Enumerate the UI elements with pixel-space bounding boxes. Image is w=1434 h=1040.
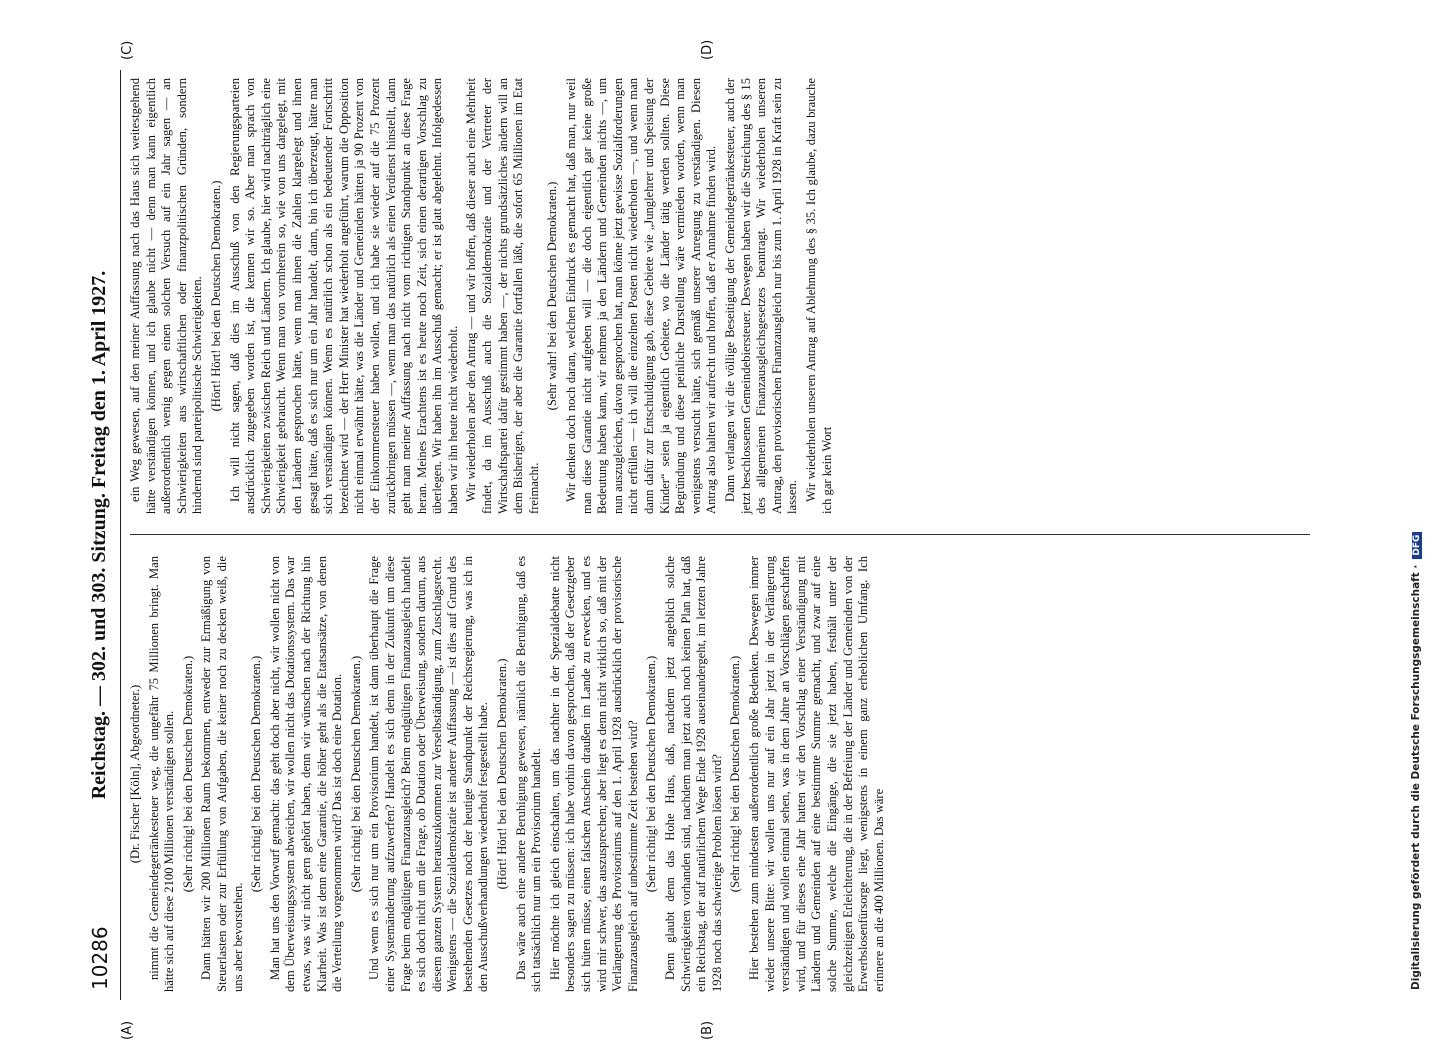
interjection: (Sehr richtig! bei den Deutschen Demokraten.): [180, 655, 195, 893]
dfg-logo: DFG: [1412, 532, 1422, 559]
paragraph: nimmt die Gemeindegetränkesteuer weg, die ungefähr 75 Millionen bringt. Man hätte sich auf diese 2100 Millionen verständigen sollen.: [146, 556, 177, 992]
paragraph: ein Weg gewesen, auf den meiner Auffassung nach das Haus sich weitestgehend hätte verständigen können, und ich glaube nicht — denn man kann eigentlich außerordentlich wenig gegen einen solchen Versuch auf ein Jahr sagen — an Schwierigkeiten aus wirtschaftlichen oder finanzpolitischen Gründen, sondern hindernd sind parteipolitische Schwierigkeiten.: [128, 78, 205, 514]
page-number: 10286: [88, 926, 112, 990]
margin-marker-a: (A): [120, 1020, 135, 1040]
page-header: [80, 70, 121, 1000]
digitization-credit: [1410, 30, 1432, 990]
credit-text: Digitalisierung gefördert durch die Deutsche Forschungsgemeinschaft ·: [1410, 564, 1422, 990]
paragraph: Hier möchte ich gleich einschalten, um das nachher in der Spezialdebatte nicht besonders sagen zu müssen: ich habe vorhin davon gesprochen, daß der Gesetzgeber sich hüten müsse, einen falschen Anschein draußen im Lande zu erwecken, und es wird mir schwer, das auszusprechen; aber liegt es denn nicht wirklich so, daß mit der Verlängerung des Provisoriums auf den 1. April 1928 ausdrücklich der provisorische Finanzausgleich auf unbestimmte Zeit bestehen wird?: [547, 556, 640, 992]
interjection: (Sehr richtig! bei den Deutschen Demokraten.): [728, 655, 743, 893]
column-divider: [130, 534, 1310, 535]
paragraph: Wir denken doch noch daran, welchen Eindruck es gemacht hat, daß man, nur weil man diese Garantie nicht aufgeben will — die doch eigentlich gar keine große Bedeutung haben kann, wir nehmen ja den Ländern und Gemeinden nichts —, um nun auszugleichen, davon gesprochen hat, man könne jetzt gewisse Sozialforderungen nicht erfüllen — ich will die einzelnen Posten nicht wiederholen —, und wenn man dann dafür zur Entschuldigung gab, diese Gebiete wie „Junglehrer und Speisung der Kinder“ seien ja eigentlich Gebiete, wo die Länder tätig werden sollten. Diese Begründung und diese peinliche Darstellung wäre vermieden worden, wenn man wenigstens versucht hätte, sich gemäß unserer Anregung zu verständigen. Diesen Antrag also halten wir aufrecht und hoffen, daß er Annahme finden wird.: [564, 78, 719, 514]
interjection: (Hört! Hört! bei den Deutschen Demokraten.): [208, 180, 223, 412]
paragraph: Dann verlangen wir die völlige Beseitigung der Gemeindegetränkesteuer, auch der jetzt beschlossenen Gemeindebiersteuer. Deswegen haben wir die Streichung des § 15 des allgemeinen Finanzausgleichsgesetzes beantragt. Wir wiederholen unseren Antrag, den provisorischen Finanzausgleich nur bis zum 1. April 1928 in Kraft sein zu lassen.: [722, 78, 800, 514]
paragraph: Dann hätten wir 200 Millionen Raum bekommen, entweder zur Ermäßigung von Steuerlasten oder zur Erfüllung von Aufgaben, die keiner noch zu decken weiß, die uns aber bevorstehen.: [199, 556, 245, 992]
paragraph: Wir wiederholen aber den Antrag — und wir hoffen, daß dieser auch eine Mehrheit findet, da im Ausschuß auch die Sozialdemokratie und der Vertreter der Wirtschaftspartei dafür gestimmt haben —, der nichts grundsätzliches ändern will an dem Bisherigen, der aber die Garantie fortfallen läßt, die sofort 65 Millionen im Etat freimacht.: [464, 78, 541, 514]
margin-marker-b: (B): [700, 1020, 715, 1040]
interjection: (Dr. Fischer [Köln], Abgeordneter.): [128, 684, 142, 864]
paragraph: Das wäre auch eine andere Beruhigung gewesen, nämlich die Beruhigung, daß es sich tatsächlich nur um ein Provisorium handelt.: [513, 556, 544, 992]
margin-marker-d: (D): [700, 39, 715, 60]
interjection: (Sehr wahr! bei den Deutschen Demokraten.): [545, 181, 560, 411]
left-text-column: [128, 556, 890, 992]
rotated-document-page: [80, 39, 1320, 1040]
margin-marker-c: (C): [120, 40, 135, 60]
paragraph: Man hat uns den Vorwurf gemacht: das geht doch aber nicht, wir wollen nicht von dem Überweisungssystem abweichen, wir wollen nicht das Dotationssystem. Das war etwas, was wir nicht gern gehört haben, denn wir wünschen nach der Richtung hin Klarheit. Was ist denn eine Garantie, die höher geht als die Etatsansätze, von denen die Verteilung vorgenommen wird? Das ist doch eine Dotation.: [267, 556, 345, 992]
interjection: (Hört! Hört! bei den Deutschen Demokraten.): [495, 658, 510, 890]
paragraph: Denn glaubt denn das Hohe Haus, daß, nachdem jetzt angeblich solche Schwierigkeiten vorhanden sind, nachdem man jetzt auch noch keinen Plan hat, daß ein Reichstag, der auf natürlichem Wege Ende 1928 auseinandergeht, im letzten Jahre 1928 noch das schwierige Problem lösen wird?: [663, 556, 724, 992]
paragraph: Ich will nicht sagen, daß dies im Ausschuß von den Regierungsparteien ausdrücklich zugegeben worden ist, die kennen wir so. Aber man sprach von Schwierigkeiten zwischen Reich und Ländern. Ich glaube, hier wird nachträglich eine Schwierigkeit gebraucht. Wenn man von vornherein so, wie von uns dargelegt, mit den Ländern gesprochen hätte, wenn man ihnen die Zahlen klargelegt und ihnen gesagt hätte, daß es sich nur um ein Jahr handelt, dann, bin ich überzeugt, hätte man sich verständigen können. Wenn es natürlich schon als ein bedeutender Fortschritt bezeichnet wird — der Herr Minister hat wiederholt angeführt, warum die Opposition nicht einmal erwähnt hätte, was die Länder und Gemeinden hätten ja 90 Prozent von der Einkommensteuer haben wollen, und ich habe sie wieder auf die 75 Prozent zurückbringen müssen —, wenn man das natürlich als einen Verdienst hinstellt, dann geht man meiner Auffassung nach nicht vom richtigen Standpunkt an diese Frage heran. Meines Erachtens ist es heute noch Zeit, sich einen derartigen Vorschlag zu überlegen. Wir haben ihn im Ausschuß gemacht; er ist glatt abgelehnt. Infolgedessen haben wir ihn heute nicht wiederholt.: [227, 78, 460, 514]
interjection: (Sehr richtig! bei den Deutschen Demokraten.): [644, 655, 659, 893]
right-text-column: [128, 78, 838, 514]
paragraph: Hier bestehen zum mindesten außerordentlich große Bedenken. Deswegen immer wieder unsere Bitte: wir wollen uns nur auf ein Jahr jetzt in der Verlängerung verständigen und wollen einmal sehen, was in dem Jahre an Vorschlägen geschaffen wird, und für dieses eine Jahr hatten wir den Vorschlag einer Verständigung mit Ländern und Gemeinden auf eine bestimmte Summe gemacht, und zwar auf eine solche Summe, welche die Eingänge, die sie jetzt haben, festhält unter der gleichzeitigen Erleichterung, die in der Befreiung der Länder und Gemeinden von der Erwerbslosenfürsorge liegt, wenigstens in einem ganz erheblichen Umfang. Ich erinnere an die 400 Millionen. Das wäre: [746, 556, 886, 992]
paragraph: Und wenn es sich nur um ein Provisorium handelt, ist dann überhaupt die Frage einer Systemänderung aufzuwerfen? Handelt es sich denn in der Zukunft um diese Frage beim endgültigen Finanzausgleich? Beim endgültigen Finanzausgleich handelt es sich doch nicht um die Frage, ob Dotation oder Überweisung, sondern darum, aus diesem ganzen System herauszukommen zur Verselbständigung, zum Zuschlagsrecht. Wenigstens — die Sozialdemokratie ist anderer Auffassung — ist dies auf Grund des bestehenden Gesetzes noch der heutige Standpunkt der Reichsregierung, was ich in den Ausschußverhandlungen wiederholt festgestellt habe.: [367, 556, 491, 992]
paragraph: Wir wiederholen unseren Antrag auf Ablehnung des § 35. Ich glaube, dazu brauche ich gar kein Wort: [803, 78, 834, 514]
interjection: (Sehr richtig! bei den Deutschen Demokraten.): [348, 655, 363, 893]
running-title: Reichstag. — 302. und 303. Sitzung. Freitag den 1. April 1927.: [88, 270, 110, 800]
interjection: (Sehr richtig! bei den Deutschen Demokraten.): [249, 655, 264, 893]
